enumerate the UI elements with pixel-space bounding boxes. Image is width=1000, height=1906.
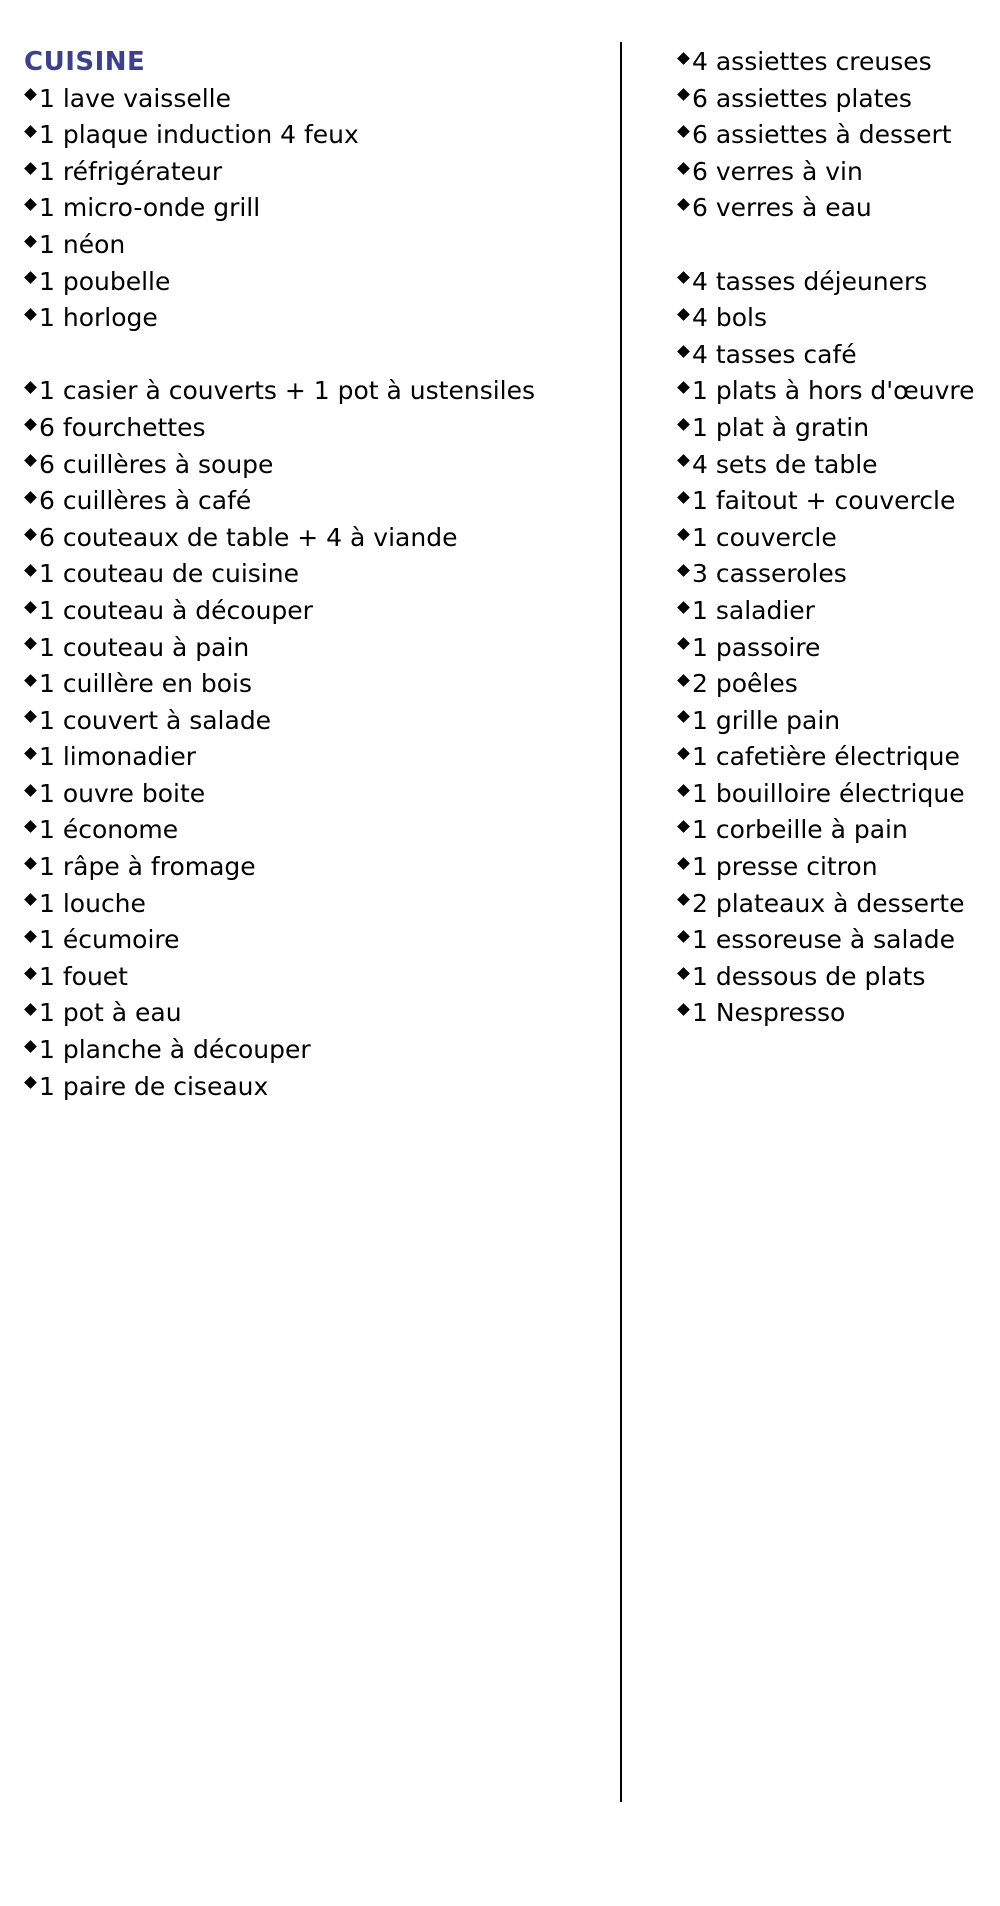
diamond-bullet-icon: [677, 198, 690, 211]
diamond-bullet-icon: [24, 601, 37, 614]
list-item-label: 4 assiettes creuses: [692, 47, 932, 76]
list-item: [677, 666, 997, 703]
list-item: [24, 264, 604, 301]
list-item-label: 1 presse citron: [692, 852, 878, 882]
diamond-bullet-icon: [24, 454, 37, 467]
list-item-label: 1 lave vaisselle: [39, 83, 232, 113]
diamond-bullet-icon: [677, 1003, 690, 1016]
section-title: CUISINE: [24, 47, 146, 77]
diamond-bullet-icon: [677, 454, 690, 467]
diamond-bullet-icon: [24, 674, 37, 687]
list-item: [24, 666, 604, 703]
list-item: [24, 447, 604, 484]
diamond-bullet-icon: [677, 125, 690, 138]
list-item-label: 1 plats à hors d'œuvre: [692, 376, 975, 406]
diamond-bullet-icon: [677, 271, 690, 284]
left-list-group-1: [24, 81, 604, 337]
list-item: [24, 520, 604, 557]
diamond-bullet-icon: [677, 857, 690, 870]
list-item: [24, 1069, 604, 1106]
list-item: [677, 520, 997, 557]
left-list-group-2: [24, 373, 604, 1105]
list-item-label: 1 planche à découper: [39, 1035, 311, 1065]
list-item-label: 1 couvert à salade: [39, 705, 272, 735]
diamond-bullet-icon: [24, 125, 37, 138]
list-item-label: 6 verres à eau: [692, 193, 872, 223]
list-item: [677, 739, 997, 776]
diamond-bullet-icon: [24, 820, 37, 833]
list-item-label: 4 tasses café: [692, 339, 857, 369]
list-item-label: 1 casier à couverts + 1 pot à ustensiles: [39, 376, 536, 406]
list-item-label: 6 verres à vin: [692, 156, 863, 186]
list-item: [677, 812, 997, 849]
list-item: [677, 703, 997, 740]
list-item: [677, 264, 997, 301]
list-item-label: 1 limonadier: [39, 742, 197, 772]
right-list-group-2: [677, 264, 997, 1032]
list-item-label: 1 écumoire: [39, 925, 180, 955]
list-item-label: 1 poubelle: [39, 266, 171, 296]
list-item: [677, 373, 997, 410]
diamond-bullet-icon: [677, 381, 690, 394]
list-item: [677, 959, 997, 996]
list-item: [24, 593, 604, 630]
diamond-bullet-icon: [677, 308, 690, 321]
list-item: [24, 630, 604, 667]
list-item: [677, 154, 997, 191]
list-item: [677, 776, 997, 813]
list-item-label: 6 cuillères à café: [39, 486, 252, 516]
diamond-bullet-icon: [677, 674, 690, 687]
list-item-label: 1 horloge: [39, 303, 158, 333]
list-item: [24, 190, 604, 227]
diamond-bullet-icon: [24, 857, 37, 870]
list-item-label: 1 paire de ciseaux: [39, 1071, 269, 1101]
list-item-label: 6 assiettes plates: [692, 83, 912, 113]
list-item: [24, 776, 604, 813]
diamond-bullet-icon: [24, 1003, 37, 1016]
diamond-bullet-icon: [677, 89, 690, 102]
list-item-label: 1 micro-onde grill: [39, 193, 261, 223]
list-item: [677, 849, 997, 886]
diamond-bullet-icon: [24, 235, 37, 248]
list-item: [677, 886, 997, 923]
list-item-label: 1 faitout + couvercle: [692, 486, 956, 516]
list-item-label: 6 assiettes à dessert: [692, 120, 952, 150]
diamond-bullet-icon: [24, 1077, 37, 1090]
list-item: [677, 81, 997, 118]
list-item-label: 4 tasses déjeuners: [692, 266, 928, 296]
diamond-bullet-icon: [24, 967, 37, 980]
diamond-bullet-icon: [677, 528, 690, 541]
list-item-label: 1 Nespresso: [692, 998, 846, 1028]
left-column: [24, 44, 604, 1105]
diamond-bullet-icon: [677, 491, 690, 504]
diamond-bullet-icon: [677, 601, 690, 614]
diamond-bullet-icon: [24, 491, 37, 504]
list-item: [24, 410, 604, 447]
list-item-label: 4 bols: [692, 303, 767, 333]
list-item-label: 1 couvercle: [692, 522, 837, 552]
list-item: [677, 556, 997, 593]
list-item: [24, 300, 604, 337]
list-item-label: 1 plaque induction 4 feux: [39, 120, 359, 150]
list-item: [24, 959, 604, 996]
list-spacer: [24, 337, 604, 374]
list-item-label: 1 couteau à découper: [39, 595, 313, 625]
diamond-bullet-icon: [677, 637, 690, 650]
list-item: [24, 739, 604, 776]
diamond-bullet-icon: [677, 564, 690, 577]
list-item-label: 1 cuillère en bois: [39, 669, 253, 699]
list-item-label: 1 couteau de cuisine: [39, 559, 299, 589]
list-item-label: 1 fouet: [39, 961, 128, 991]
column-divider: [620, 42, 622, 1802]
diamond-bullet-icon: [677, 894, 690, 907]
list-item-label: 1 grille pain: [692, 705, 841, 735]
list-item-label: 1 essoreuse à salade: [692, 925, 956, 955]
list-item: [24, 81, 604, 118]
diamond-bullet-icon: [24, 564, 37, 577]
list-item-label: 1 néon: [39, 229, 126, 259]
right-column: [677, 44, 997, 1032]
list-item: [677, 190, 997, 227]
diamond-bullet-icon: [24, 528, 37, 541]
list-item: [24, 886, 604, 923]
list-item: [24, 154, 604, 191]
diamond-bullet-icon: [24, 894, 37, 907]
list-item-label: 1 ouvre boite: [39, 778, 206, 808]
list-item-label: 1 passoire: [692, 632, 821, 662]
list-item-label: 4 sets de table: [692, 449, 878, 479]
list-item: [677, 593, 997, 630]
list-item: [677, 300, 997, 337]
list-item-label: 2 poêles: [692, 669, 798, 699]
list-item: [24, 1032, 604, 1069]
list-item-label: 6 fourchettes: [39, 412, 206, 442]
list-item: [24, 812, 604, 849]
list-item: [677, 447, 997, 484]
list-item-label: 3 casseroles: [692, 559, 847, 589]
list-item: [24, 483, 604, 520]
list-item-label: 1 corbeille à pain: [692, 815, 908, 845]
diamond-bullet-icon: [677, 418, 690, 431]
diamond-bullet-icon: [677, 784, 690, 797]
diamond-bullet-icon: [24, 162, 37, 175]
list-item-label: 1 dessous de plats: [692, 961, 926, 991]
list-item: [677, 337, 997, 374]
diamond-bullet-icon: [24, 711, 37, 724]
list-item: [677, 117, 997, 154]
list-item: [24, 373, 604, 410]
diamond-bullet-icon: [677, 967, 690, 980]
list-item: [677, 995, 997, 1032]
diamond-bullet-icon: [24, 198, 37, 211]
list-item-label: 1 plat à gratin: [692, 412, 870, 442]
diamond-bullet-icon: [24, 418, 37, 431]
list-item-label: 1 louche: [39, 888, 146, 918]
diamond-bullet-icon: [24, 747, 37, 760]
list-item: [24, 227, 604, 264]
list-item: [677, 630, 997, 667]
right-list-group-1: [677, 44, 997, 227]
diamond-bullet-icon: [24, 1040, 37, 1053]
list-item: [677, 922, 997, 959]
diamond-bullet-icon: [677, 930, 690, 943]
list-item: [677, 483, 997, 520]
list-item: [24, 117, 604, 154]
diamond-bullet-icon: [677, 162, 690, 175]
list-item: [24, 922, 604, 959]
list-item-label: 6 couteaux de table + 4 à viande: [39, 522, 458, 552]
list-item: [24, 849, 604, 886]
list-item-label: 1 couteau à pain: [39, 632, 250, 662]
diamond-bullet-icon: [24, 637, 37, 650]
list-item-label: 1 pot à eau: [39, 998, 182, 1028]
diamond-bullet-icon: [677, 747, 690, 760]
list-item-label: 1 cafetière électrique: [692, 742, 960, 772]
diamond-bullet-icon: [677, 820, 690, 833]
list-item-label: 2 plateaux à desserte: [692, 888, 965, 918]
list-item: [677, 44, 997, 81]
list-item-label: 1 râpe à fromage: [39, 852, 256, 882]
diamond-bullet-icon: [24, 308, 37, 321]
list-item: [677, 410, 997, 447]
list-item: [24, 556, 604, 593]
diamond-bullet-icon: [677, 711, 690, 724]
list-item-label: 1 réfrigérateur: [39, 156, 223, 186]
list-item-label: 1 saladier: [692, 595, 815, 625]
diamond-bullet-icon: [24, 930, 37, 943]
list-item: [24, 995, 604, 1032]
diamond-bullet-icon: [677, 52, 690, 65]
diamond-bullet-icon: [24, 381, 37, 394]
diamond-bullet-icon: [677, 345, 690, 358]
list-item: [24, 703, 604, 740]
list-spacer: [677, 227, 997, 264]
diamond-bullet-icon: [24, 784, 37, 797]
list-item-label: 1 bouilloire électrique: [692, 778, 965, 808]
diamond-bullet-icon: [24, 271, 37, 284]
list-item-label: 6 cuillères à soupe: [39, 449, 274, 479]
diamond-bullet-icon: [24, 89, 37, 102]
list-item-label: 1 économe: [39, 815, 179, 845]
